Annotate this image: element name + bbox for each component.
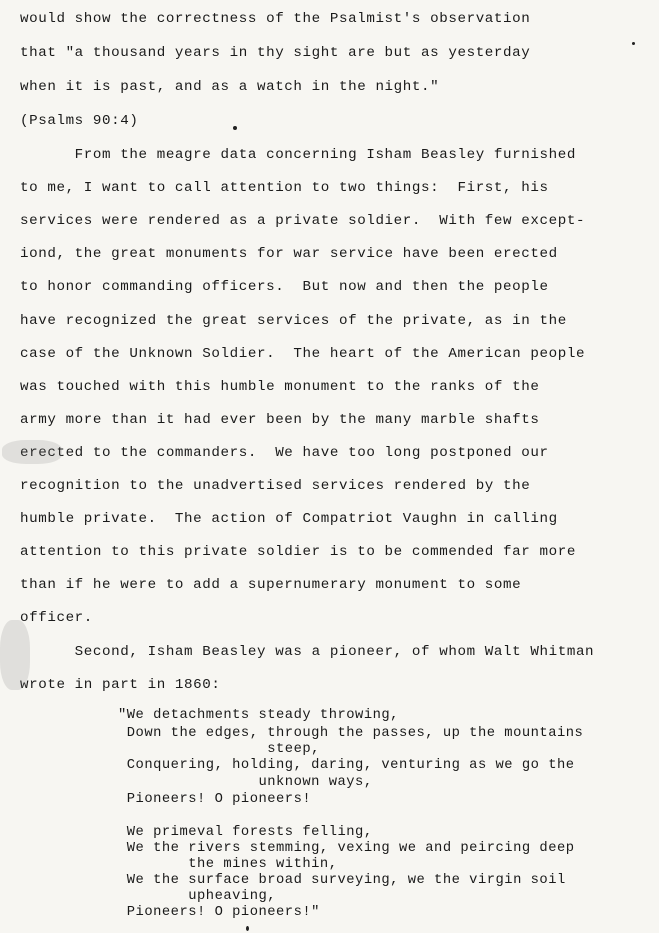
ink-speck xyxy=(246,926,249,931)
poem-line: the mines within, xyxy=(118,857,338,872)
poem-line: We the surface broad surveying, we the virgin soil xyxy=(118,873,566,888)
text-line: erected to the commanders. We have too long postponed our xyxy=(20,445,549,461)
text-line: officer. xyxy=(20,610,93,626)
scan-smudge xyxy=(2,440,62,464)
text-line: to me, I want to call attention to two things: First, his xyxy=(20,180,549,196)
text-line: have recognized the great services of the private, as in the xyxy=(20,313,567,329)
poem-line: Conquering, holding, daring, venturing as we go the xyxy=(118,758,575,773)
poem-line: We the rivers stemming, vexing we and peircing deep xyxy=(118,841,575,856)
text-line: Second, Isham Beasley was a pioneer, of whom Walt Whitman xyxy=(20,644,595,660)
scan-smudge xyxy=(0,620,30,690)
poem-line: Pioneers! O pioneers! xyxy=(118,792,312,807)
text-line: iond, the great monuments for war service have been erected xyxy=(20,246,558,262)
text-line: case of the Unknown Soldier. The heart of the American people xyxy=(20,346,586,362)
text-line: services were rendered as a private soldier. With few except- xyxy=(20,213,586,229)
text-line: would show the correctness of the Psalmist's observation xyxy=(20,11,531,27)
poem-line: unknown ways, xyxy=(118,775,373,790)
text-line: army more than it had ever been by the many marble shafts xyxy=(20,412,540,428)
text-line: (Psalms 90:4) xyxy=(20,113,139,129)
poem-line: upheaving, xyxy=(118,889,277,904)
poem-line: steep, xyxy=(118,742,320,757)
text-line: to honor commanding officers. But now and then the people xyxy=(20,279,549,295)
text-line: humble private. The action of Compatriot Vaughn in calling xyxy=(20,511,558,527)
poem-line: We primeval forests felling, xyxy=(118,825,373,840)
text-line: wrote in part in 1860: xyxy=(20,677,221,693)
poem-line: Pioneers! O pioneers!" xyxy=(118,905,320,920)
ink-speck xyxy=(233,126,237,130)
poem-line: Down the edges, through the passes, up the mountains xyxy=(118,726,584,741)
text-line: that "a thousand years in thy sight are but as yesterday xyxy=(20,45,531,61)
text-line: than if he were to add a supernumerary monument to some xyxy=(20,577,522,593)
text-line: attention to this private soldier is to be commended far more xyxy=(20,544,576,560)
poem-line: "We detachments steady throwing, xyxy=(118,708,399,723)
ink-speck xyxy=(632,42,635,45)
text-line: recognition to the unadvertised services rendered by the xyxy=(20,478,531,494)
text-line: From the meagre data concerning Isham Beasley furnished xyxy=(20,147,576,163)
text-line: was touched with this humble monument to the ranks of the xyxy=(20,379,540,395)
text-line: when it is past, and as a watch in the night." xyxy=(20,79,440,95)
